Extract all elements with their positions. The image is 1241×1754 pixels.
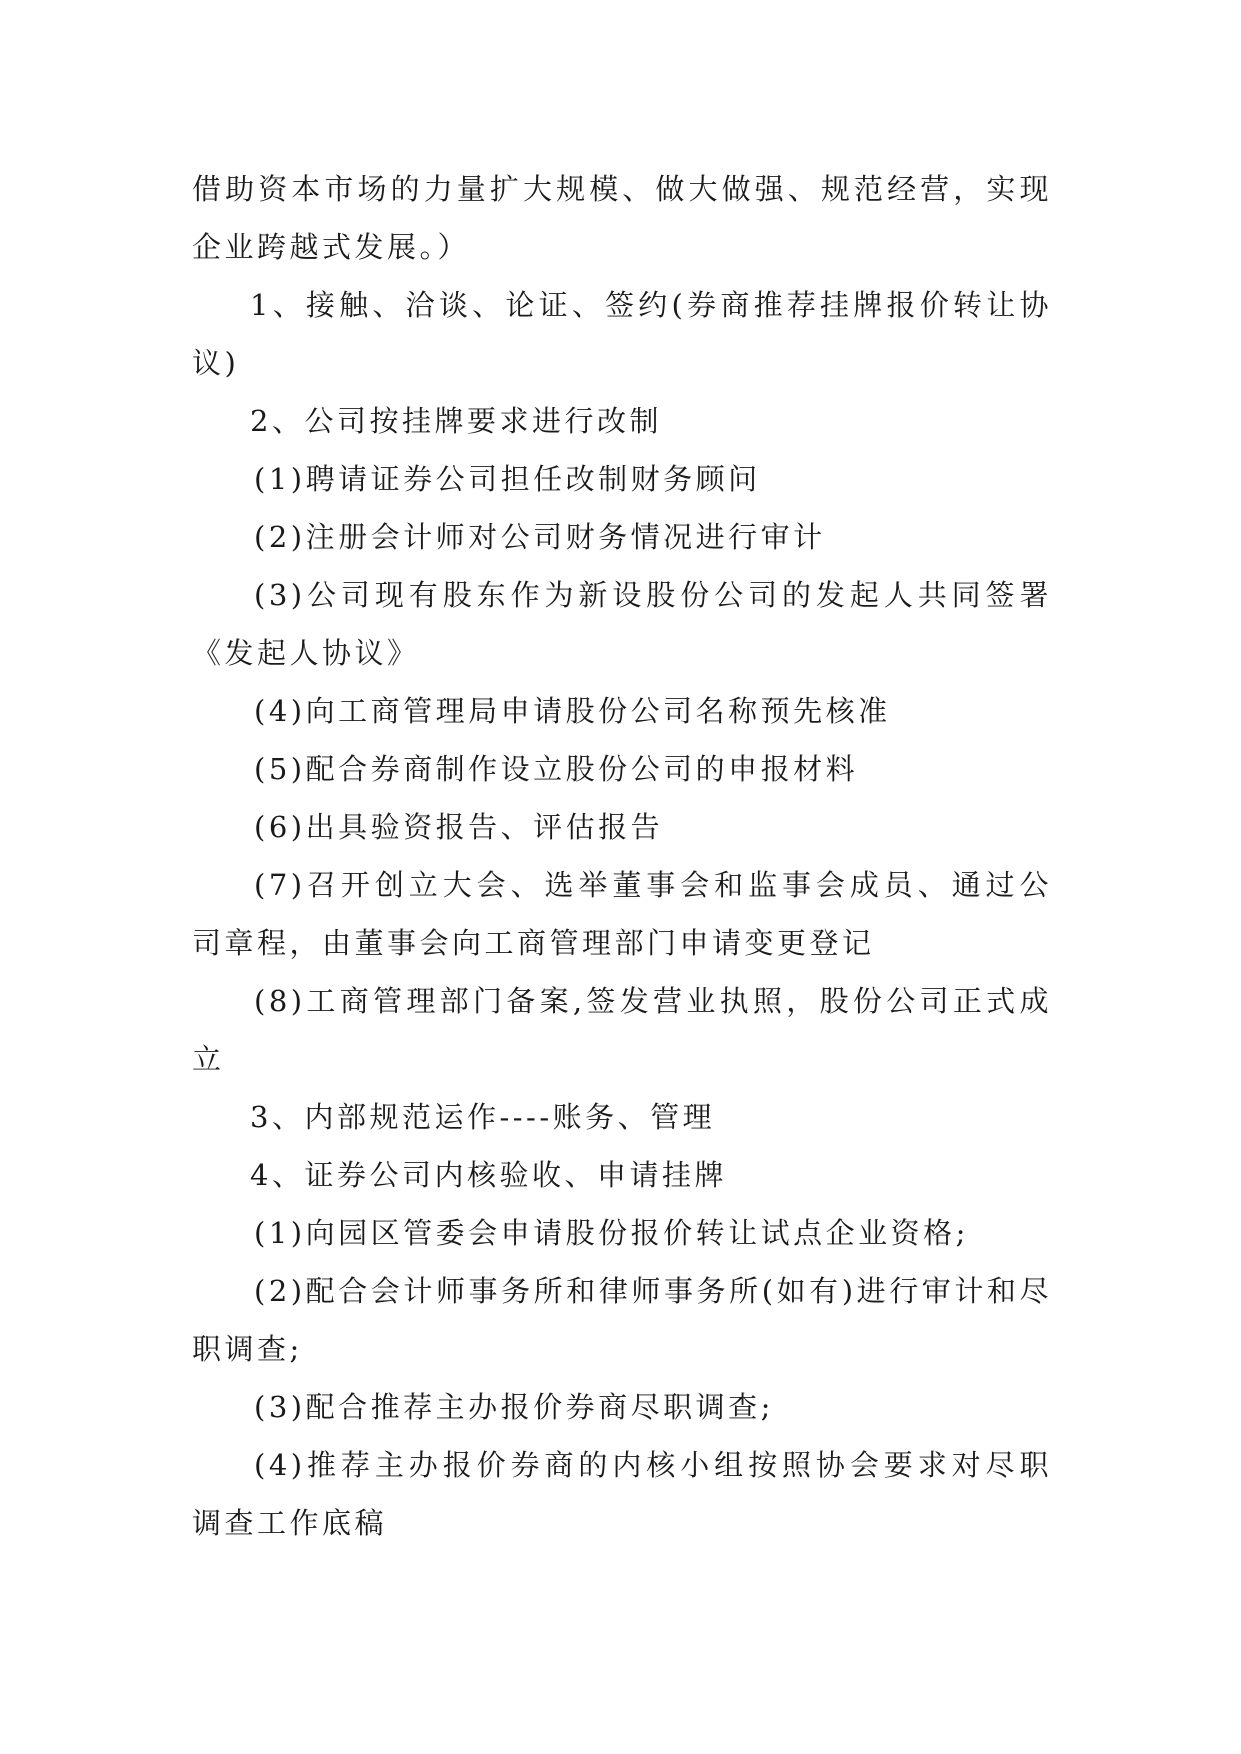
list-item-2-8: (8)工商管理部门备案,签发营业执照，股份公司正式成立 <box>192 984 1052 1076</box>
list-item-2-7: (7)召开创立大会、选举董事会和监事会成员、通过公司章程，由董事会向工商管理部门申请变更登记 <box>192 868 1052 960</box>
list-item-2-2: (2)注册会计师对公司财务情况进行审计 <box>254 520 826 554</box>
list-item-4-1: (1)向园区管委会申请股份报价转让试点企业资格; <box>254 1216 969 1250</box>
list-item-4-3: (3)配合推荐主办报价券商尽职调查; <box>254 1390 774 1424</box>
paragraph-step-3: 3、内部规范运作----账务、管理 <box>250 1100 716 1134</box>
list-item-2-4: (4)向工商管理局申请股份公司名称预先核准 <box>254 694 891 728</box>
list-item-2-1: (1)聘请证券公司担任改制财务顾问 <box>254 462 761 496</box>
list-item-4-4: (4)推荐主办报价券商的内核小组按照协会要求对尽职调查工作底稿 <box>192 1448 1052 1540</box>
document-page <box>192 160 1052 1552</box>
list-item-2-3: (3)公司现有股东作为新设股份公司的发起人共同签署《发起人协议》 <box>192 578 1052 670</box>
paragraph-step-1: 1、接触、洽谈、论证、签约(券商推荐挂牌报价转让协议) <box>192 288 1052 380</box>
list-item-2-6: (6)出具验资报告、评估报告 <box>254 810 664 844</box>
list-item-2-5: (5)配合券商制作设立股份公司的申报材料 <box>254 752 859 786</box>
list-item-4-2: (2)配合会计师事务所和律师事务所(如有)进行审计和尽职调查; <box>192 1274 1052 1366</box>
paragraph-step-4: 4、证券公司内核验收、申请挂牌 <box>250 1158 727 1192</box>
paragraph-intro: 借助资本市场的力量扩大规模、做大做强、规范经营，实现企业跨越式发展。） <box>192 172 1052 264</box>
paragraph-step-2: 2、公司按挂牌要求进行改制 <box>250 404 662 438</box>
